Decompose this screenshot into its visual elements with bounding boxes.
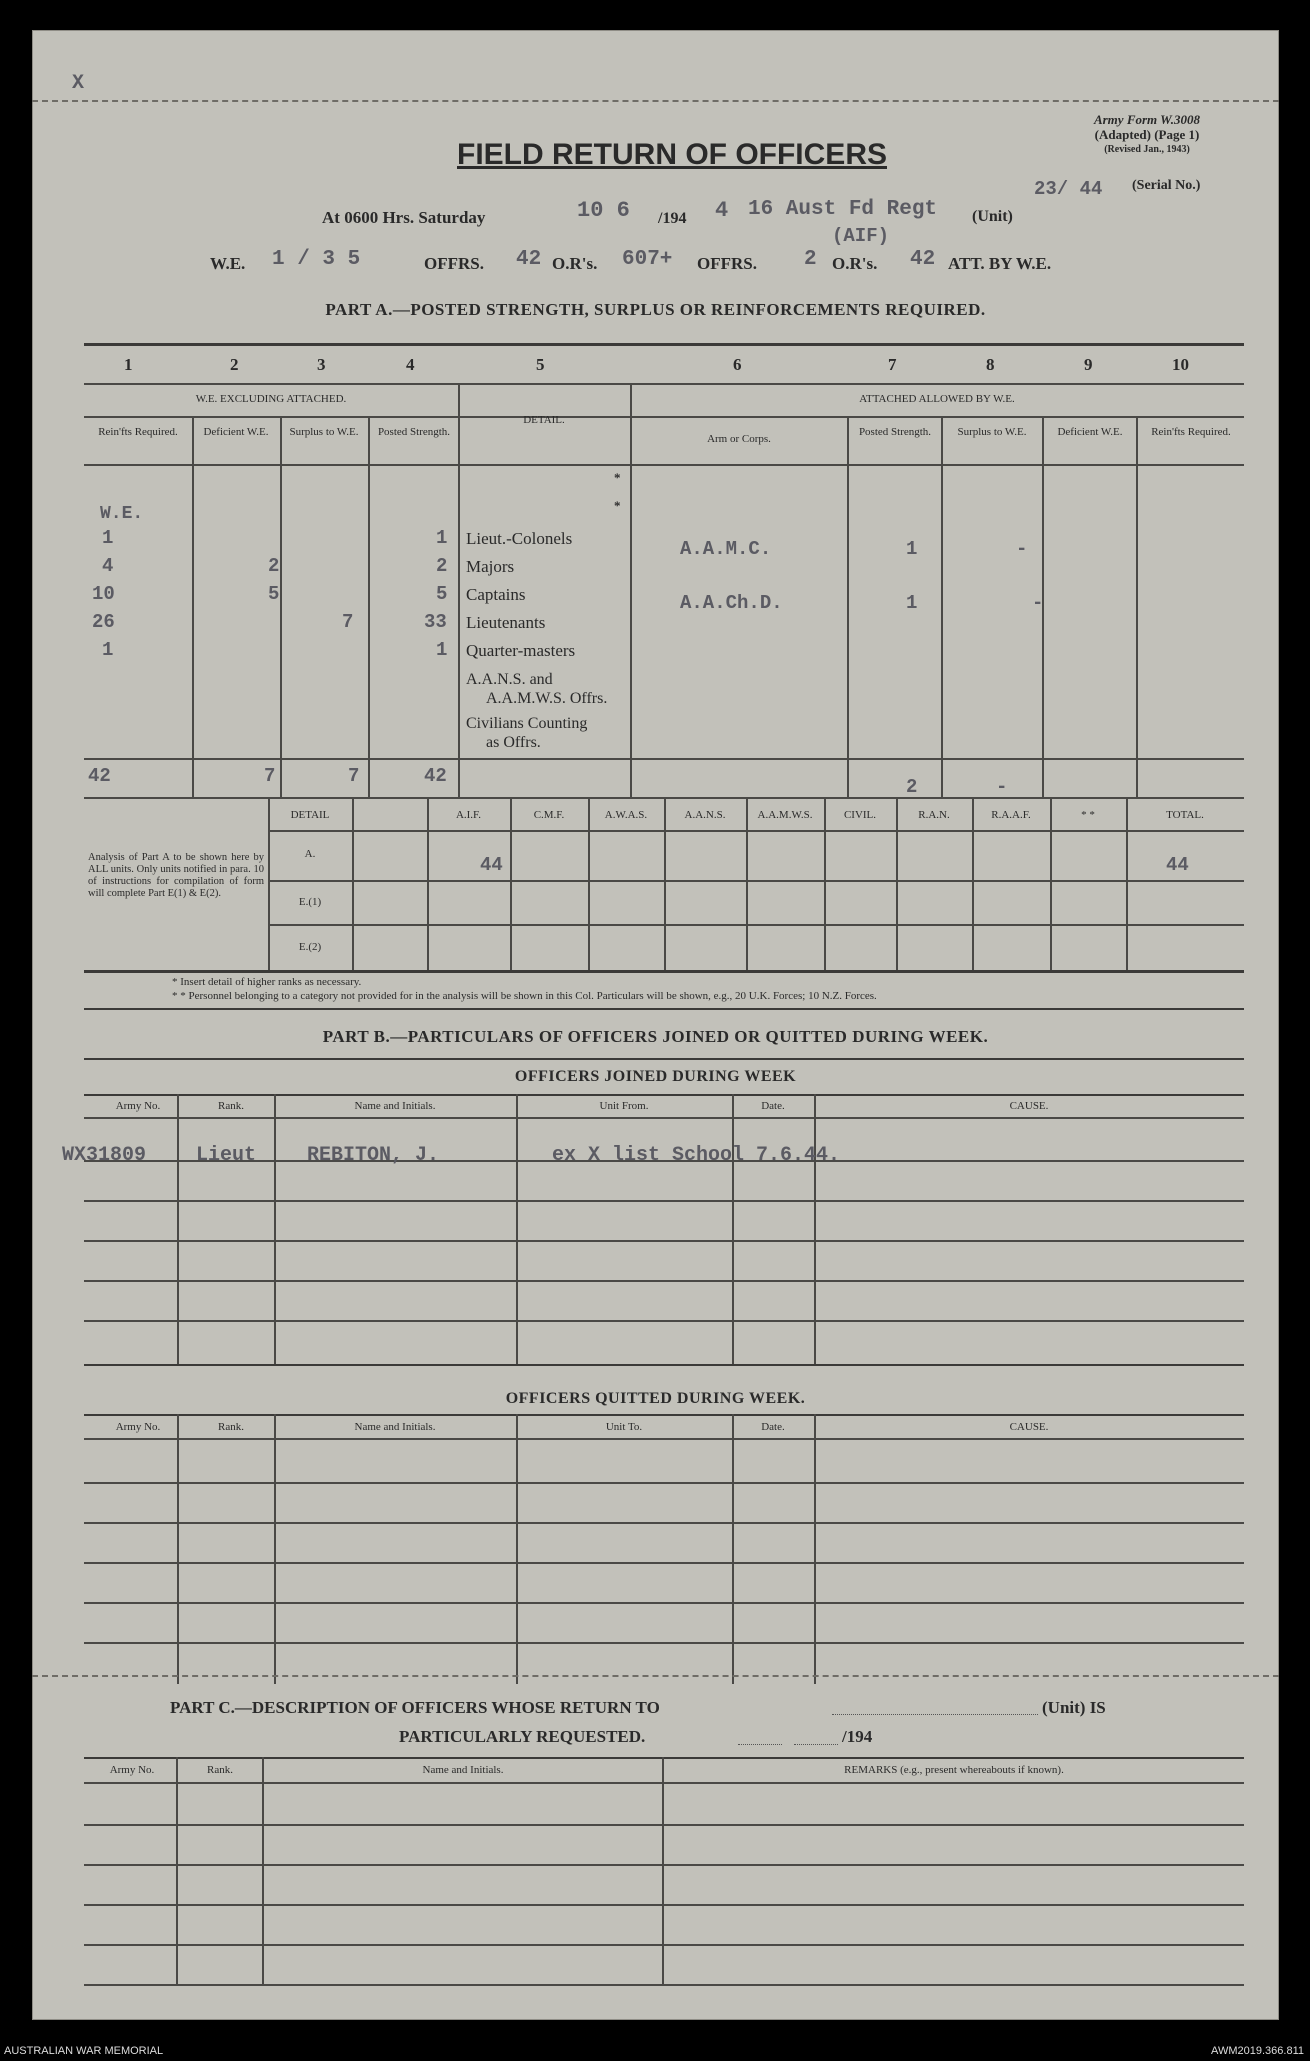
row-att-posted-4: 1 bbox=[906, 592, 918, 614]
quitted-header-cause: CAUSE. bbox=[1009, 1421, 1049, 1433]
asterisk-2: * bbox=[614, 498, 621, 513]
analysis-header-awas: A.W.A.S. bbox=[604, 809, 648, 821]
form-id: Army Form W.3008 bbox=[1093, 112, 1201, 127]
header-reinfts-right: Rein'fts Required. bbox=[1151, 426, 1231, 438]
part-c-heading-date: /194 bbox=[842, 1727, 873, 1746]
part-a-heading: PART A.—POSTED STRENGTH, SURPLUS OR REINFORCEMENTS REQUIRED. bbox=[325, 300, 986, 319]
we-typed-label: W.E. bbox=[100, 504, 144, 524]
quitted-header-unit: Unit To. bbox=[605, 1421, 643, 1433]
total-surplus: 7 bbox=[348, 765, 360, 787]
corner-mark: X bbox=[72, 72, 85, 95]
serial-label: (Serial No.) bbox=[1132, 178, 1201, 193]
total-deficient: 7 bbox=[264, 765, 276, 787]
analysis-header-raaf: R.A.A.F. bbox=[991, 809, 1031, 821]
row-att-posted-2: 1 bbox=[906, 538, 918, 560]
row-detail-4: Lieutenants bbox=[466, 613, 546, 632]
footnote-2: * * Personnel belonging to a category not provided for in the analysis will be shown in this Col. Particulars will be shown, e.g., 20 U.K. Forces; 10 N.Z. Forces. bbox=[172, 990, 877, 1002]
part-c-heading-unit: (Unit) IS bbox=[1042, 1698, 1106, 1717]
form-title: FIELD RETURN OF OFFICERS bbox=[457, 138, 887, 171]
joined-header-date: Date. bbox=[761, 1100, 785, 1112]
ors2-typed: 42 bbox=[910, 248, 936, 271]
row-detail-5: Quarter-masters bbox=[466, 641, 576, 660]
header-deficient-right: Deficient W.E. bbox=[1057, 426, 1123, 438]
row-arm-2: A.A.M.C. bbox=[680, 538, 772, 560]
form-revised: (Revised Jan., 1943) bbox=[1104, 144, 1190, 155]
unit-sub-typed: (AIF) bbox=[832, 225, 890, 247]
detail-extra-line-2: A.A.M.W.S. Offrs. bbox=[486, 690, 608, 707]
offrs-typed: 42 bbox=[516, 248, 542, 271]
joined-unit: ex X list School 7.6.44. bbox=[552, 1144, 841, 1167]
col-number-2: 2 bbox=[230, 355, 239, 374]
joined-title: OFFICERS JOINED DURING WEEK bbox=[514, 1068, 797, 1085]
quitted-header-date: Date. bbox=[761, 1421, 785, 1433]
we-label: W.E. bbox=[210, 254, 246, 273]
offrs2-typed: 2 bbox=[804, 248, 817, 271]
ors-label: O.R's. bbox=[552, 254, 598, 273]
analysis-row-a: A. bbox=[304, 848, 316, 860]
serial-typed: 23/ 44 bbox=[1034, 178, 1103, 200]
detail-header: DETAIL. bbox=[523, 414, 565, 426]
group-left-header: W.E. EXCLUDING ATTACHED. bbox=[195, 393, 347, 405]
row-surplus-4: 7 bbox=[342, 611, 354, 633]
asterisk-1: * bbox=[614, 470, 621, 485]
row-posted-4: 33 bbox=[424, 611, 447, 633]
part-c-date-blank-2 bbox=[794, 1744, 838, 1745]
offrs-label: OFFRS. bbox=[424, 254, 484, 273]
analysis-row-e2: E.(2) bbox=[298, 941, 322, 953]
row-att-surplus-2: - bbox=[1016, 538, 1028, 560]
footnote-1: * Insert detail of higher ranks as necessary. bbox=[172, 976, 362, 988]
row-detail-2: Majors bbox=[466, 557, 515, 576]
detail-extra bbox=[466, 670, 607, 752]
header-surplus-right: Surplus to W.E. bbox=[957, 426, 1027, 438]
joined-rank: Lieut bbox=[196, 1144, 257, 1167]
joined-header-rank: Rank. bbox=[218, 1100, 244, 1112]
part-c-header-rank: Rank. bbox=[207, 1764, 233, 1776]
header-surplus-left: Surplus to W.E. bbox=[289, 426, 359, 438]
total-att-posted: 2 bbox=[906, 776, 918, 798]
analysis-aif-a: 44 bbox=[480, 854, 503, 876]
detail-extra-line-1: A.A.N.S. and bbox=[466, 671, 553, 688]
joined-header-cause: CAUSE. bbox=[1009, 1100, 1049, 1112]
part-c-date-blank-1 bbox=[738, 1744, 782, 1745]
col-number-6: 6 bbox=[733, 355, 742, 374]
total-att-surplus: - bbox=[996, 776, 1008, 798]
col-number-4: 4 bbox=[406, 355, 415, 374]
row-posted-3: 5 bbox=[436, 583, 448, 605]
form-sheet bbox=[32, 30, 1279, 2020]
row-posted-1: 1 bbox=[436, 527, 448, 549]
header-posted-right: Posted Strength. bbox=[858, 426, 932, 438]
group-right-header: ATTACHED ALLOWED BY W.E. bbox=[859, 393, 1015, 405]
joined-name: REBITON, J. bbox=[307, 1144, 440, 1167]
col-number-3: 3 bbox=[317, 355, 326, 374]
table-top-rule bbox=[84, 343, 1244, 346]
row-deficient-2: 2 bbox=[268, 555, 280, 577]
analysis-header-aans: A.A.N.S. bbox=[684, 809, 726, 821]
total-we: 42 bbox=[88, 765, 111, 787]
quitted-header-name: Name and Initials. bbox=[354, 1421, 436, 1433]
date-typed: 10 6 bbox=[577, 198, 630, 223]
header-arm-corps: Arm or Corps. bbox=[707, 433, 771, 445]
we-typed: 1 / 3 5 bbox=[272, 248, 361, 271]
analysis-header-total: TOTAL. bbox=[1166, 809, 1204, 821]
row-detail-3: Captains bbox=[466, 585, 526, 604]
part-c-unit-blank bbox=[832, 1714, 1038, 1715]
row-detail-1: Lieut.-Colonels bbox=[466, 529, 573, 548]
part-c-header-army-no: Army No. bbox=[109, 1764, 155, 1776]
part-c-header-remarks: REMARKS (e.g., present whereabouts if known). bbox=[844, 1764, 1064, 1776]
part-c-header-name: Name and Initials. bbox=[422, 1764, 504, 1776]
part-c-heading-a: PART C.—DESCRIPTION OF OFFICERS WHOSE RETURN TO bbox=[170, 1698, 660, 1717]
row-we-2: 4 bbox=[102, 555, 114, 577]
col-number-1: 1 bbox=[124, 355, 133, 374]
row-we-5: 1 bbox=[102, 639, 114, 661]
col-number-8: 8 bbox=[986, 355, 995, 374]
analysis-note: Analysis of Part A to be shown here by ALL units. Only units notified in para. 10 of instructions for compilation of form will complete Part E(1) & E(2). bbox=[88, 852, 264, 899]
row-arm-4: A.A.Ch.D. bbox=[680, 592, 783, 614]
offrs2-label: OFFRS. bbox=[697, 254, 757, 273]
header-reinfts-left: Rein'fts Required. bbox=[98, 426, 178, 438]
analysis-header-detail: DETAIL bbox=[290, 809, 330, 821]
analysis-header-other: * * bbox=[1081, 809, 1095, 821]
joined-header-army-no: Army No. bbox=[115, 1100, 161, 1112]
col-number-9: 9 bbox=[1084, 355, 1093, 374]
row-att-surplus-4: - bbox=[1032, 592, 1044, 614]
ors2-label: O.R's. bbox=[832, 254, 878, 273]
joined-header-name: Name and Initials. bbox=[354, 1100, 436, 1112]
row-we-1: 1 bbox=[102, 527, 114, 549]
footer-right: AWM2019.366.811 bbox=[1211, 2045, 1304, 2057]
analysis-total-a: 44 bbox=[1166, 854, 1189, 876]
quitted-header-rank: Rank. bbox=[218, 1421, 244, 1433]
col-number-5: 5 bbox=[536, 355, 545, 374]
part-c-heading-b: PARTICULARLY REQUESTED. bbox=[399, 1727, 646, 1746]
quitted-title: OFFICERS QUITTED DURING WEEK. bbox=[505, 1390, 806, 1407]
header-deficient-left: Deficient W.E. bbox=[203, 426, 269, 438]
analysis-header-ran: R.A.N. bbox=[918, 809, 950, 821]
att-label: ATT. BY W.E. bbox=[948, 254, 1052, 273]
perforation-top bbox=[32, 100, 1279, 102]
analysis-header-aif: A.I.F. bbox=[455, 809, 482, 821]
year-label: /194 bbox=[658, 210, 687, 227]
quitted-header-army-no: Army No. bbox=[115, 1421, 161, 1433]
row-we-3: 10 bbox=[92, 583, 115, 605]
unit-typed: 16 Aust Fd Regt bbox=[748, 198, 938, 221]
row-posted-5: 1 bbox=[436, 639, 448, 661]
header-posted-left: Posted Strength. bbox=[377, 426, 451, 438]
joined-header-unit: Unit From. bbox=[599, 1100, 649, 1112]
unit-label: (Unit) bbox=[972, 208, 1013, 225]
row-deficient-3: 5 bbox=[268, 583, 280, 605]
joined-army-no: WX31809 bbox=[62, 1144, 147, 1167]
at-label: At 0600 Hrs. Saturday bbox=[322, 208, 486, 227]
ors-typed: 607+ bbox=[622, 248, 673, 271]
form-adapted: (Adapted) (Page 1) bbox=[1094, 127, 1200, 142]
part-b-heading: PART B.—PARTICULARS OF OFFICERS JOINED OR QUITTED DURING WEEK. bbox=[322, 1027, 989, 1046]
footer-left: AUSTRALIAN WAR MEMORIAL bbox=[4, 2045, 164, 2057]
detail-extra-line-3: Civilians Counting bbox=[466, 715, 588, 732]
col-number-7: 7 bbox=[888, 355, 897, 374]
year-typed: 4 bbox=[715, 198, 729, 223]
row-we-4: 26 bbox=[92, 611, 115, 633]
total-posted: 42 bbox=[424, 765, 447, 787]
form-identifier bbox=[1032, 112, 1262, 157]
analysis-header-civil: CIVIL. bbox=[843, 809, 877, 821]
detail-extra-line-4: as Offrs. bbox=[486, 734, 541, 751]
col-number-10: 10 bbox=[1172, 355, 1189, 374]
analysis-header-cmf: C.M.F. bbox=[533, 809, 565, 821]
row-posted-2: 2 bbox=[436, 555, 448, 577]
analysis-header-aamws: A.A.M.W.S. bbox=[757, 809, 813, 821]
analysis-row-e1: E.(1) bbox=[298, 896, 322, 908]
perforation-middle bbox=[32, 1675, 1279, 1677]
